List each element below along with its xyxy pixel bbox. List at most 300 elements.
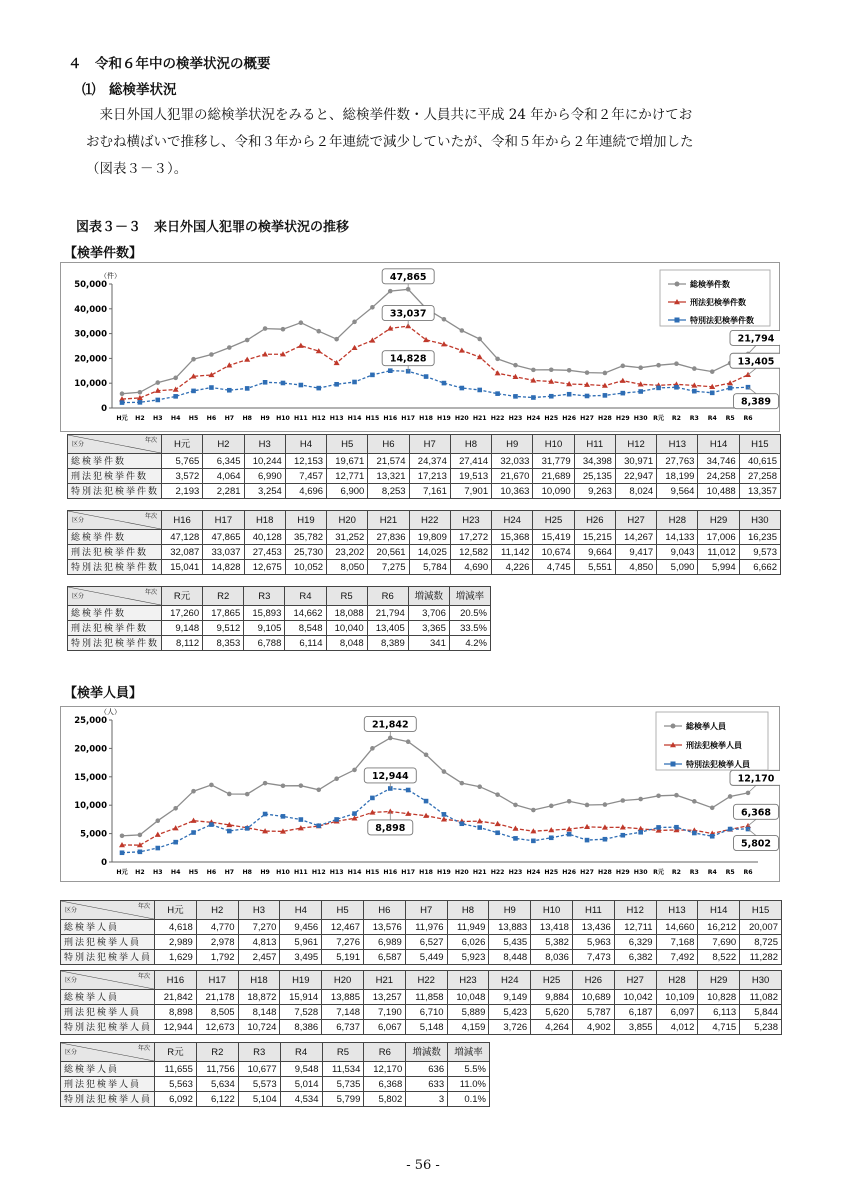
x-tick-label: H24 — [526, 415, 541, 422]
table-cell: 5,449 — [405, 950, 447, 965]
table-cell: 23,202 — [327, 545, 368, 560]
table-cell: 14,828 — [203, 560, 244, 575]
table-cell: 15,215 — [574, 530, 615, 545]
table-cell: 6,114 — [285, 636, 326, 651]
section-heading: ４ 令和６年中の検挙状況の概要 — [68, 56, 271, 72]
table-header-row — [61, 1043, 490, 1062]
column-header: H25 — [531, 971, 573, 990]
body-paragraph — [86, 102, 792, 183]
table-cell: 7,901 — [450, 484, 491, 499]
column-header: H2 — [196, 901, 238, 920]
data-point — [316, 329, 321, 334]
data-point — [603, 371, 608, 376]
table-cell: 9,564 — [657, 484, 698, 499]
table-cell: 9,043 — [657, 545, 698, 560]
table-cell: 8,353 — [203, 636, 244, 651]
table-cell: 1,629 — [155, 950, 197, 965]
corner-label-category: 区分 — [65, 978, 78, 984]
row-label: 特別法犯検挙人員 — [61, 950, 155, 965]
x-tick-label: R4 — [707, 415, 717, 422]
data-point — [191, 357, 196, 362]
column-header: R4 — [285, 587, 326, 606]
table-cell: 14,662 — [285, 606, 326, 621]
data-point — [316, 788, 321, 793]
x-tick-label: H21 — [472, 869, 487, 876]
row-label: 総検挙人員 — [61, 920, 155, 935]
data-point — [316, 823, 321, 828]
table-cell: 24,258 — [698, 469, 739, 484]
corner-label-year: 年次 — [144, 590, 157, 596]
data-point — [692, 389, 697, 394]
x-tick-label: H19 — [437, 869, 451, 876]
cases-table-h16-h30 — [67, 510, 781, 575]
y-tick-label: 20,000 — [74, 744, 107, 755]
x-tick-label: H元 — [116, 415, 128, 422]
table-cell: 13,576 — [363, 920, 405, 935]
table-cell: 3,365 — [408, 621, 449, 636]
x-tick-label: H26 — [562, 415, 577, 422]
table-cell: 10,040 — [326, 621, 367, 636]
table-cell: 8,048 — [326, 636, 367, 651]
table-cell: 21,794 — [367, 606, 408, 621]
table-cell: 19,513 — [450, 469, 491, 484]
x-tick-label: R3 — [689, 869, 699, 876]
table-cell: 8,725 — [740, 935, 782, 950]
row-label: 特別法犯検挙人員 — [61, 1020, 155, 1035]
table-cell: 6,067 — [363, 1020, 405, 1035]
data-point — [674, 385, 679, 390]
row-label: 刑法犯検挙人員 — [61, 1077, 155, 1092]
data-point — [585, 838, 590, 843]
table-header-row — [68, 587, 491, 606]
table-cell: 13,436 — [572, 920, 614, 935]
data-point — [674, 361, 679, 366]
column-header: H17 — [203, 511, 244, 530]
data-point — [138, 850, 143, 855]
table-cell: 25,135 — [574, 469, 615, 484]
table-cell: 7,190 — [363, 1005, 405, 1020]
table-cell: 20,007 — [740, 920, 782, 935]
table-cell: 10,677 — [238, 1062, 280, 1077]
x-tick-label: H3 — [153, 869, 163, 876]
table-cell: 6,527 — [405, 935, 447, 950]
data-point — [227, 388, 232, 393]
data-point — [245, 826, 250, 831]
table-row — [68, 530, 781, 545]
x-tick-label: H元 — [116, 869, 128, 876]
data-point — [138, 400, 143, 405]
table-cell: 10,109 — [656, 990, 698, 1005]
data-point — [549, 394, 554, 399]
table-cell: 5,923 — [447, 950, 489, 965]
x-tick-label: R2 — [671, 869, 681, 876]
data-point — [710, 369, 715, 374]
x-tick-label: H23 — [508, 869, 523, 876]
table-cell: 5,573 — [238, 1077, 280, 1092]
column-header: H20 — [327, 511, 368, 530]
legend-label: 特別法犯検挙件数 — [690, 316, 754, 325]
table-cell: 8,522 — [698, 950, 740, 965]
y-tick-label: 0 — [101, 404, 107, 414]
y-tick-label: 5,000 — [80, 829, 107, 840]
data-point — [495, 357, 500, 362]
table-cell: 4,902 — [572, 1020, 614, 1035]
x-tick-label: H6 — [206, 415, 217, 422]
data-point — [370, 305, 375, 310]
table-cell: 4,813 — [238, 935, 280, 950]
table-cell: 5,090 — [657, 560, 698, 575]
x-tick-label: H11 — [293, 869, 308, 876]
data-point — [621, 833, 626, 838]
row-label: 刑法犯検挙人員 — [61, 935, 155, 950]
legend-marker — [675, 318, 680, 323]
corner-label-year: 年次 — [137, 974, 150, 980]
paragraph-line-3: （図表３－３）。 — [86, 161, 188, 177]
table-cell: 18,199 — [657, 469, 698, 484]
data-point — [299, 817, 304, 822]
data-point — [281, 814, 286, 819]
table-cell: 5,191 — [322, 950, 364, 965]
data-point — [263, 380, 268, 385]
data-point — [585, 370, 590, 375]
y-axis-unit: （人） — [100, 708, 121, 716]
y-tick-label: 0 — [101, 858, 107, 868]
data-point — [638, 365, 643, 370]
table-cell: 341 — [408, 636, 449, 651]
persons-table-h1-h15 — [60, 900, 782, 965]
data-point — [424, 374, 429, 379]
legend-label: 刑法犯検挙人員 — [686, 741, 742, 750]
table-cell: 6,990 — [244, 469, 285, 484]
table-cell: 14,025 — [409, 545, 450, 560]
x-tick-label: H10 — [276, 415, 290, 422]
table-cell: 15,368 — [492, 530, 533, 545]
table-cell: 6,329 — [614, 935, 656, 950]
table-cell: 5,735 — [322, 1077, 364, 1092]
x-tick-label: H2 — [135, 869, 145, 876]
table-cell: 12,153 — [285, 454, 326, 469]
x-tick-label: H17 — [401, 415, 416, 422]
table-cell: 636 — [406, 1062, 448, 1077]
x-tick-label: H3 — [153, 415, 163, 422]
x-tick-label: H21 — [472, 415, 487, 422]
x-tick-label: H8 — [242, 869, 252, 876]
table-corner-cell — [68, 511, 162, 530]
y-tick-label: 15,000 — [74, 772, 107, 783]
table-row — [68, 469, 781, 484]
table-cell: 17,213 — [409, 469, 450, 484]
column-header: R5 — [322, 1043, 364, 1062]
column-header: H8 — [450, 435, 491, 454]
y-tick-label: 10,000 — [74, 801, 107, 812]
x-tick-label: R6 — [743, 869, 753, 876]
legend-label: 総検挙件数 — [690, 280, 730, 289]
column-header: H9 — [489, 901, 531, 920]
table-cell: 14,133 — [657, 530, 698, 545]
data-point — [155, 818, 160, 823]
data-point — [370, 746, 375, 751]
data-point — [370, 373, 375, 378]
data-point — [567, 368, 572, 373]
column-header: H10 — [533, 435, 574, 454]
column-header: H30 — [739, 511, 780, 530]
table-cell: 35,782 — [285, 530, 326, 545]
table-cell: 22,947 — [615, 469, 656, 484]
column-header: H21 — [368, 511, 409, 530]
data-point — [549, 835, 554, 840]
table-cell: 31,252 — [327, 530, 368, 545]
table-corner-cell — [61, 971, 155, 990]
table-cell: 12,944 — [155, 1020, 197, 1035]
table-cell: 10,244 — [244, 454, 285, 469]
data-point — [120, 850, 125, 855]
column-header: H20 — [322, 971, 364, 990]
table-cell: 9,263 — [574, 484, 615, 499]
column-header: H27 — [615, 511, 656, 530]
table-cell: 27,836 — [368, 530, 409, 545]
table-cell: 20.5% — [449, 606, 490, 621]
data-point — [531, 808, 536, 813]
table-cell: 21,842 — [155, 990, 197, 1005]
table-cell: 5,765 — [162, 454, 203, 469]
column-header: H22 — [405, 971, 447, 990]
data-point — [227, 829, 232, 834]
table-cell: 8,548 — [285, 621, 326, 636]
data-point — [370, 796, 375, 801]
data-point — [191, 389, 196, 394]
x-tick-label: H28 — [598, 415, 612, 422]
data-point — [281, 783, 286, 788]
table-cell: 10,042 — [614, 990, 656, 1005]
column-header: H14 — [698, 435, 739, 454]
data-point — [460, 781, 465, 786]
table-cell: 4,159 — [447, 1020, 489, 1035]
x-tick-label: H17 — [401, 869, 416, 876]
chart-persons-section-label: 【検挙人員】 — [64, 686, 143, 701]
data-point — [334, 817, 339, 822]
table-cell: 5,551 — [574, 560, 615, 575]
table-cell: 8,386 — [280, 1020, 322, 1035]
x-tick-label: H18 — [419, 415, 433, 422]
data-point — [424, 753, 429, 758]
column-header: H6 — [363, 901, 405, 920]
table-cell: 5,784 — [409, 560, 450, 575]
data-label: 6,368 — [740, 807, 772, 819]
data-point — [406, 739, 411, 744]
table-cell: 24,374 — [409, 454, 450, 469]
y-tick-label: 10,000 — [74, 379, 107, 390]
data-point — [352, 380, 357, 385]
persons-table-h16-h30 — [60, 970, 782, 1035]
corner-label-category: 区分 — [72, 594, 85, 600]
table-cell: 5.5% — [448, 1062, 490, 1077]
chart-cases-section-label: 【検挙件数】 — [64, 246, 143, 261]
column-header: H24 — [492, 511, 533, 530]
x-tick-label: H12 — [311, 869, 326, 876]
table-cell: 20,561 — [368, 545, 409, 560]
column-header: H6 — [368, 435, 409, 454]
x-tick-label: H7 — [224, 869, 235, 876]
data-point — [460, 328, 465, 333]
table-corner-cell — [61, 1043, 155, 1062]
data-label: 8,389 — [740, 396, 772, 408]
table-cell: 17,865 — [203, 606, 244, 621]
row-label: 刑法犯検挙件数 — [68, 545, 162, 560]
table-cell: 18,088 — [326, 606, 367, 621]
table-cell: 10,828 — [698, 990, 740, 1005]
column-header: H28 — [657, 511, 698, 530]
legend-marker — [671, 724, 676, 729]
table-cell: 10,052 — [285, 560, 326, 575]
data-point — [531, 368, 536, 373]
column-header: H19 — [285, 511, 326, 530]
x-tick-label: H27 — [580, 869, 594, 876]
legend-marker — [671, 762, 676, 767]
column-header: H14 — [698, 901, 740, 920]
table-cell: 6,900 — [327, 484, 368, 499]
column-header: H28 — [656, 971, 698, 990]
row-label: 総検挙件数 — [68, 454, 162, 469]
x-tick-label: H29 — [615, 415, 630, 422]
data-point — [513, 363, 518, 368]
data-point — [263, 326, 268, 331]
column-header: H9 — [492, 435, 533, 454]
x-tick-label: H25 — [544, 869, 559, 876]
data-label: 33,037 — [389, 308, 427, 320]
data-point — [334, 382, 339, 387]
paragraph-line-2: おむね横ばいで推移し、令和３年から２年連続で減少していたが、令和５年から２年連続で増加した — [86, 134, 694, 150]
table-cell: 4,618 — [155, 920, 197, 935]
table-cell: 11,534 — [322, 1062, 364, 1077]
table-cell: 12,673 — [196, 1020, 238, 1035]
table-row — [61, 990, 782, 1005]
table-cell: 5,382 — [531, 935, 573, 950]
data-point — [513, 803, 518, 808]
table-cell: 11,012 — [698, 545, 739, 560]
x-tick-label: H4 — [170, 415, 181, 422]
data-point — [477, 337, 482, 342]
cases-table-r1-r6 — [67, 586, 491, 651]
table-cell: 9,148 — [162, 621, 203, 636]
column-header: H18 — [238, 971, 280, 990]
data-point — [567, 832, 572, 837]
column-header: H元 — [155, 901, 197, 920]
x-tick-label: H16 — [383, 869, 398, 876]
table-cell: 5,423 — [489, 1005, 531, 1020]
table-cell: 3,495 — [280, 950, 322, 965]
x-tick-label: H19 — [437, 415, 451, 422]
table-cell: 15,914 — [280, 990, 322, 1005]
table-corner-cell — [61, 901, 155, 920]
table-cell: 9,512 — [203, 621, 244, 636]
table-cell: 4,690 — [450, 560, 491, 575]
data-point — [316, 386, 321, 391]
data-label: 8,898 — [375, 822, 406, 834]
table-cell: 6,710 — [405, 1005, 447, 1020]
data-point — [692, 366, 697, 371]
table-cell: 13,418 — [531, 920, 573, 935]
x-tick-label: H29 — [615, 869, 630, 876]
table-cell: 8,112 — [162, 636, 203, 651]
row-label: 刑法犯検挙人員 — [61, 1005, 155, 1020]
table-cell: 7,690 — [698, 935, 740, 950]
column-header: H16 — [162, 511, 203, 530]
column-header: H12 — [614, 901, 656, 920]
data-point — [281, 327, 286, 332]
table-cell: 4,770 — [196, 920, 238, 935]
corner-label-year: 年次 — [144, 438, 157, 444]
column-header: H23 — [450, 511, 491, 530]
table-row — [68, 560, 781, 575]
data-point — [585, 394, 590, 399]
data-point — [299, 783, 304, 788]
table-cell: 5,889 — [447, 1005, 489, 1020]
data-point — [567, 392, 572, 397]
data-point — [155, 846, 160, 851]
table-cell: 4,226 — [492, 560, 533, 575]
table-cell: 11,949 — [447, 920, 489, 935]
data-point — [442, 769, 447, 774]
legend-label: 刑法犯検挙件数 — [690, 298, 746, 307]
table-cell: 4,012 — [656, 1020, 698, 1035]
data-point — [603, 393, 608, 398]
x-tick-label: H18 — [419, 869, 433, 876]
table-row — [61, 1077, 490, 1092]
table-cell: 6,989 — [363, 935, 405, 950]
x-tick-label: H14 — [347, 415, 362, 422]
x-tick-label: H22 — [490, 415, 505, 422]
column-header: H15 — [740, 901, 782, 920]
row-label: 特別法犯検挙人員 — [61, 1092, 155, 1107]
table-cell: 4,745 — [533, 560, 574, 575]
table-cell: 9,573 — [739, 545, 780, 560]
data-label: 21,794 — [737, 333, 775, 345]
table-cell: 8,050 — [327, 560, 368, 575]
row-label: 総検挙人員 — [61, 990, 155, 1005]
column-header: R3 — [244, 587, 285, 606]
column-header: R3 — [238, 1043, 280, 1062]
data-point — [281, 381, 286, 386]
data-point — [567, 799, 572, 804]
column-header: H27 — [614, 971, 656, 990]
data-label: 47,865 — [389, 271, 427, 283]
column-header: H3 — [244, 435, 285, 454]
data-point — [245, 338, 250, 343]
table-cell: 9,664 — [574, 545, 615, 560]
data-point — [209, 822, 214, 827]
column-header: H2 — [203, 435, 244, 454]
table-cell: 31,779 — [533, 454, 574, 469]
table-cell: 6,345 — [203, 454, 244, 469]
x-tick-label: H23 — [508, 415, 523, 422]
table-cell: 6,092 — [155, 1092, 197, 1107]
table-cell: 17,260 — [162, 606, 203, 621]
table-cell: 5,961 — [280, 935, 322, 950]
table-row — [61, 950, 782, 965]
table-cell: 3,254 — [244, 484, 285, 499]
data-point — [656, 363, 661, 368]
table-cell: 7,161 — [409, 484, 450, 499]
table-cell: 4,264 — [531, 1020, 573, 1035]
table-cell: 2,457 — [238, 950, 280, 965]
data-point — [352, 768, 357, 773]
table-cell: 8,898 — [155, 1005, 197, 1020]
column-header: H23 — [447, 971, 489, 990]
column-header: H13 — [656, 901, 698, 920]
column-header: H3 — [238, 901, 280, 920]
table-cell: 4.2% — [449, 636, 490, 651]
data-label: 13,405 — [737, 356, 775, 368]
